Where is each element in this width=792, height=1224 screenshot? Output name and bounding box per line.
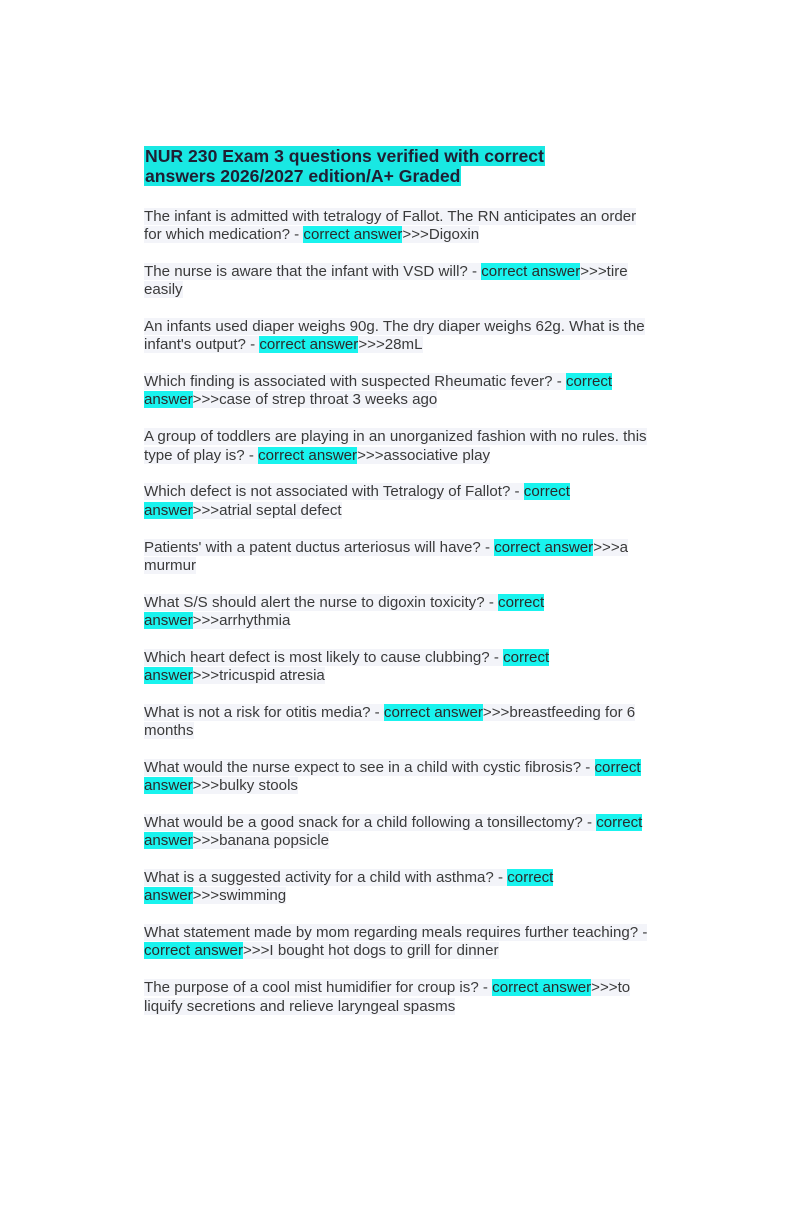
correct-answer-marker: correct answer: [144, 758, 641, 795]
correct-answer-marker: correct answer: [383, 703, 483, 721]
question-text: The nurse is aware that the infant with VSD will? -: [144, 263, 482, 281]
answer-text: >>>breastfeeding for 6 months: [144, 703, 636, 740]
answer-text: >>>Digoxin: [402, 226, 480, 244]
question-text: Which heart defect is most likely to cause clubbing? -: [144, 648, 504, 666]
document-title: [144, 146, 654, 186]
answer-text: >>>swimming: [192, 887, 287, 905]
qa-item: [144, 649, 654, 685]
answer-text: >>>28mL: [358, 336, 423, 354]
question-text: Which defect is not associated with Tetralogy of Fallot? -: [144, 483, 524, 501]
qa-item: [144, 208, 654, 244]
qa-item: [144, 483, 654, 519]
question-text: What would be a good snack for a child following a tonsillectomy? -: [144, 814, 597, 832]
question-text: What statement made by mom regarding meals requires further teaching? -: [144, 924, 648, 942]
qa-item: [144, 263, 654, 299]
qa-item: [144, 759, 654, 795]
correct-answer-marker: correct answer: [494, 538, 594, 556]
answer-text: >>>a murmur: [144, 538, 629, 574]
correct-answer-marker: correct answer: [144, 593, 545, 629]
question-text: Patients' with a patent ductus arteriosus will have? -: [144, 538, 495, 556]
qa-item: [144, 924, 654, 960]
title-line: NUR 230 Exam 3 questions verified with correct: [145, 146, 544, 166]
qa-list: [144, 208, 654, 1016]
correct-answer-marker: correct answer: [481, 263, 581, 281]
correct-answer-marker: correct answer: [144, 373, 613, 409]
answer-text: >>>arrhythmia: [192, 611, 291, 629]
qa-item: [144, 318, 654, 354]
correct-answer-marker: correct answer: [144, 483, 570, 519]
correct-answer-marker: correct answer: [492, 979, 592, 997]
qa-item: [144, 539, 654, 575]
title-line: answers 2026/2027 edition/A+ Graded: [145, 166, 461, 186]
correct-answer-marker: correct answer: [144, 942, 243, 960]
question-text: What is not a risk for otitis media? -: [144, 703, 384, 721]
document-page: [144, 146, 654, 1034]
qa-item: [144, 814, 654, 850]
question-text: The purpose of a cool mist humidifier for croup is? -: [144, 979, 493, 997]
question-text: What S/S should alert the nurse to digoxin toxicity? -: [144, 593, 499, 611]
answer-text: >>>to liquify secretions and relieve laryngeal spasms: [144, 979, 631, 1015]
question-text: A group of toddlers are playing in an unorganized fashion with no rules. this type of play is? -: [144, 428, 647, 464]
qa-item: [144, 979, 654, 1015]
qa-item: [144, 704, 654, 740]
answer-text: >>>associative play: [357, 446, 491, 464]
qa-item: [144, 428, 654, 464]
question-text: The infant is admitted with tetralogy of Fallot. The RN anticipates an order for which medication? -: [144, 208, 637, 244]
correct-answer-marker: correct answer: [144, 648, 550, 684]
correct-answer-marker: correct answer: [144, 869, 554, 905]
question-text: What is a suggested activity for a child with asthma? -: [144, 869, 508, 887]
answer-text: >>>tricuspid atresia: [192, 666, 325, 684]
answer-text: >>>banana popsicle: [192, 832, 330, 850]
question-text: What would the nurse expect to see in a child with cystic fibrosis? -: [144, 758, 595, 776]
correct-answer-marker: correct answer: [303, 226, 403, 244]
answer-text: >>>tire easily: [144, 263, 628, 299]
correct-answer-marker: correct answer: [258, 446, 358, 464]
answer-text: >>>atrial septal defect: [192, 501, 342, 519]
answer-text: >>>bulky stools: [192, 777, 298, 795]
qa-item: [144, 373, 654, 409]
question-text: An infants used diaper weighs 90g. The dry diaper weighs 62g. What is the infant's output? -: [144, 318, 645, 354]
question-text: Which finding is associated with suspected Rheumatic fever? -: [144, 373, 566, 391]
answer-text: >>>I bought hot dogs to grill for dinner: [242, 942, 499, 960]
qa-item: [144, 869, 654, 905]
correct-answer-marker: correct answer: [259, 336, 359, 354]
correct-answer-marker: correct answer: [144, 814, 643, 850]
answer-text: >>>case of strep throat 3 weeks ago: [192, 391, 438, 409]
qa-item: [144, 594, 654, 630]
